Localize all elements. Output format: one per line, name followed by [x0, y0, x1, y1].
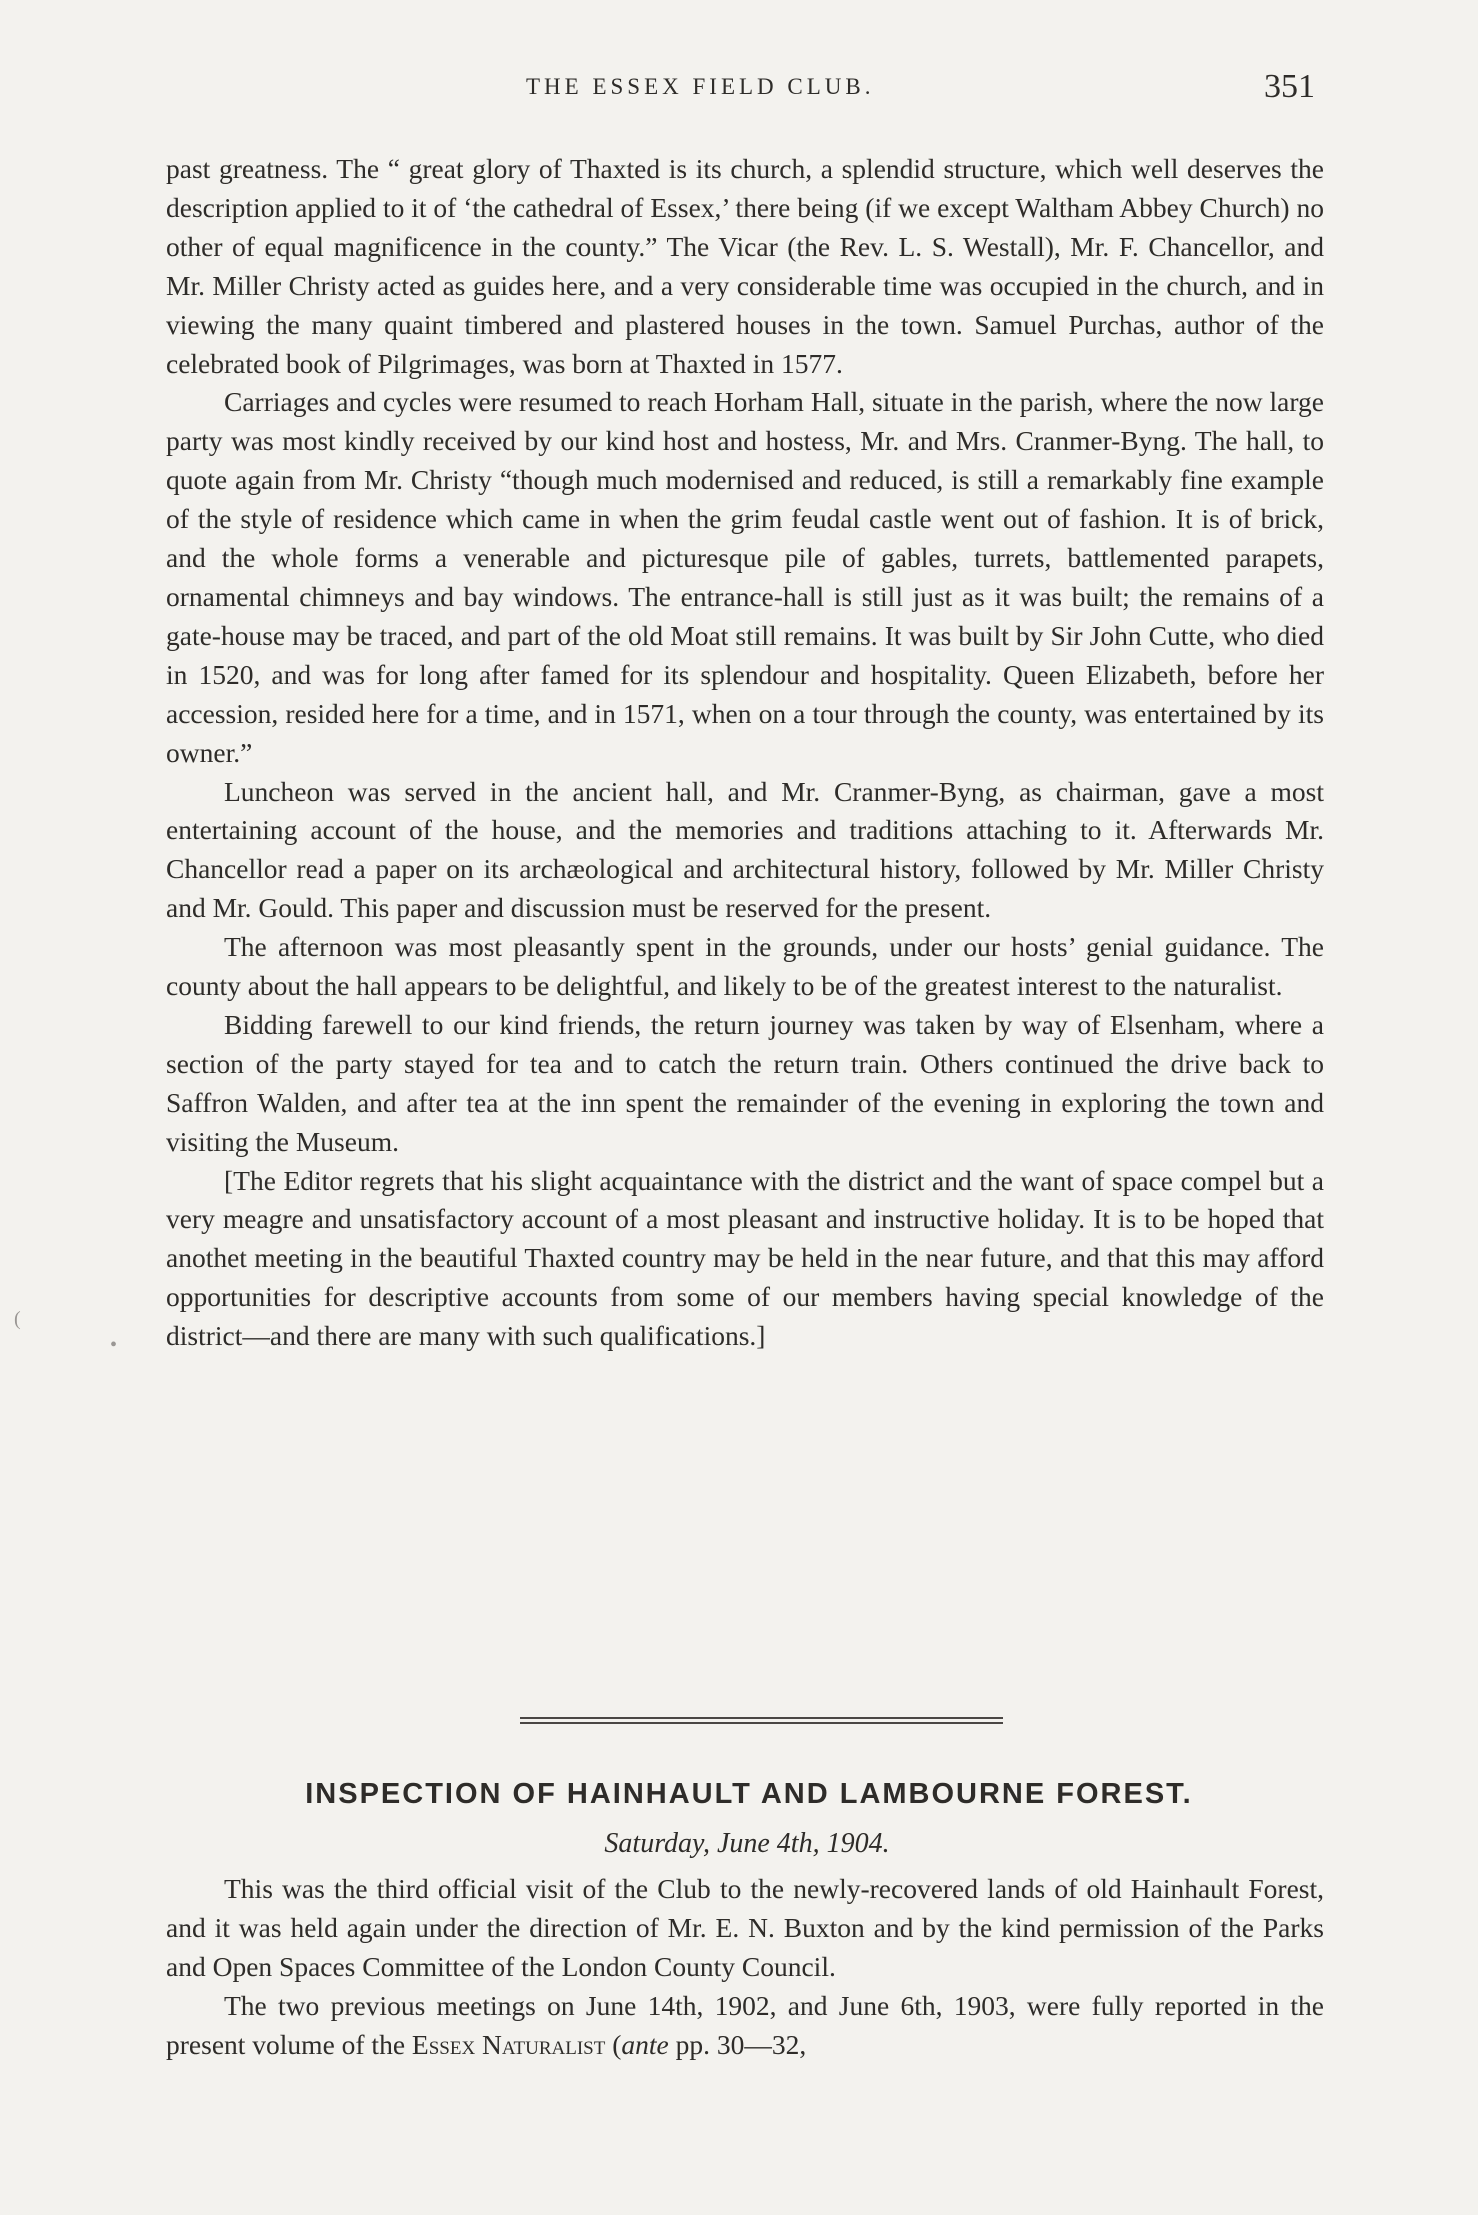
paragraph-third-visit: This was the third official visit of the Club to the newly-recovered lands of old Hainhault Forest, and it was held again under the direction of Mr. E. N. Buxton and by the kind permission of the Parks and Open Spaces Committee of the London County Council. [166, 1873, 1324, 1982]
journal-title: Essex Naturalist [411, 2028, 606, 2060]
margin-mark: ( [14, 1308, 21, 1330]
paragraph-horham-hall: Carriages and cycles were resumed to reach Horham Hall, situate in the parish, where the now large party was most kindly received by our kind host and hostess, Mr. and Mrs. Cranmer-Byng. The hall, to quote again from Mr. Christy “though much modernised and reduced, is still a remarkably fine example of the style of residence which came in when the grim feudal castle went out of fashion. It is of brick, and the whole forms a venerable and picturesque pile of gables, turrets, battlemented parapets, ornamental chimneys and bay windows. The entrance-hall is still just as it was built; the remains of a gate-house may be traced, and part of the old Moat still remains. It was built by Sir John Cutte, who died in 1520, and was for long after famed for its splendour and hospitality. Queen Elizabeth, before her accession, resided here for a time, and in 1571, when on a tour through the county, was entertained by its owner.” [166, 386, 1324, 768]
section-title-text: INSPECTION OF HAINHAULT AND LAMBOURNE FOREST. [305, 1778, 1193, 1810]
paragraph-continued: past greatness. The “ great glory of Thaxted is its church, a splendid structure, which well deserves the description applied to it of ‘the cathedral of Essex,’ there being (if we except Waltham Abbey Church) no other of equal magnificence in the county.” The Vicar (the Rev. L. S. Westall), Mr. F. Chancellor, and Mr. Miller Christy acted as guides here, and a very considerable time was occupied in the church, and in viewing the many quaint timbered and plastered houses in the town. Samuel Purchas, author of the celebrated book of Pilgrimages, was born at Thaxted in 1577. [166, 153, 1324, 379]
section-date-text: Saturday, June 4th, 1904. [604, 1828, 890, 1859]
section-title [0, 1778, 1478, 1811]
ante-italic: ante [621, 2028, 669, 2060]
section-divider [520, 1717, 1003, 1724]
page-number: 351 [1264, 68, 1315, 105]
text-before: The two previous meetings on June 14th, 1902, and June 6th, 1903, were fully reported in the present volume of the [166, 1989, 1324, 2060]
running-head [0, 68, 1478, 108]
section-date [0, 1828, 1478, 1860]
text-mid: ( [605, 2028, 622, 2060]
running-title: THE ESSEX FIELD CLUB. [526, 74, 875, 99]
paragraph-luncheon: Luncheon was served in the ancient hall, and Mr. Cranmer-Byng, as chairman, gave a most entertaining account of the house, and the memories and traditions attaching to it. Afterwards Mr. Chancellor read a paper on its archæological and architectural history, followed by Mr. Miller Christy and Mr. Gould. This paper and discussion must be reserved for the present. [166, 775, 1324, 924]
body-text-top [166, 150, 1324, 1356]
text-after: pp. 30—32, [668, 2028, 807, 2060]
paragraph-previous-meetings [166, 1987, 1324, 2065]
paragraph-farewell: Bidding farewell to our kind friends, the return journey was taken by way of Elsenham, where a section of the party stayed for tea and to catch the return train. Others continued the drive back to Saffron Walden, and after tea at the inn spent the remainder of the evening in exploring the town and visiting the Museum. [166, 1008, 1324, 1157]
body-text-bottom [166, 1870, 1324, 2065]
paragraph-editor-note: [The Editor regrets that his slight acquaintance with the district and the want of space compel but a very meagre and unsatisfactory account of a most pleasant and instructive holiday. It is to be hoped that anothet meeting in the beautiful Thaxted country may be held in the near future, and that this may afford opportunities for descriptive accounts from some of our members having special knowledge of the district—and there are many with such qualifications.] [166, 1164, 1324, 1352]
paragraph-afternoon: The afternoon was most pleasantly spent in the grounds, under our hosts’ genial guidance. The county about the hall appears to be delightful, and likely to be of the greatest interest to the naturalist. [166, 931, 1324, 1002]
margin-dot: • [110, 1334, 118, 1356]
divider-line [520, 1717, 1003, 1719]
divider-line [520, 1722, 1003, 1724]
